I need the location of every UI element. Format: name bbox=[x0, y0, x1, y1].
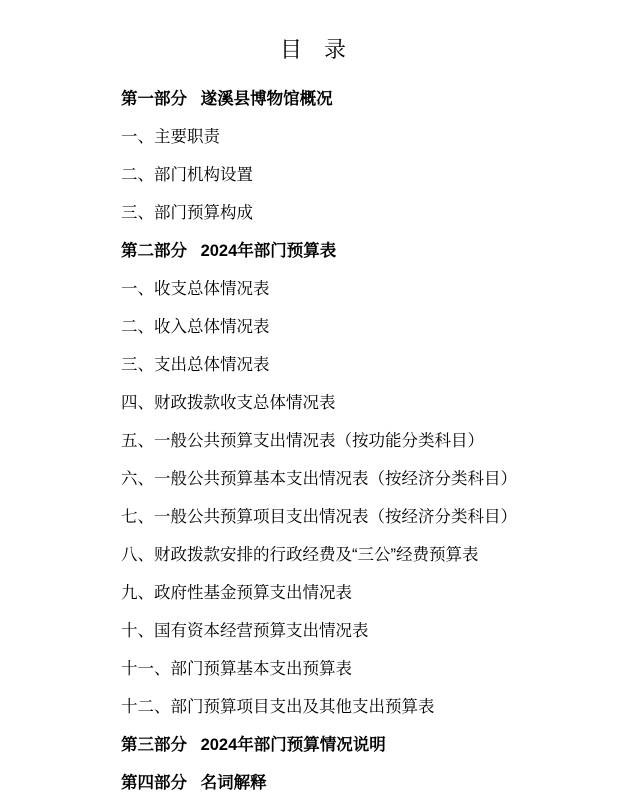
toc-item: 一、主要职责 bbox=[121, 128, 220, 146]
toc-item: 十一、部门预算基本支出预算表 bbox=[121, 660, 352, 678]
toc-item: 五、一般公共预算支出情况表（按功能分类科目） bbox=[121, 432, 484, 450]
toc-section-heading: 第二部分 2024年部门预算表 bbox=[121, 242, 337, 260]
toc-item: 九、政府性基金预算支出情况表 bbox=[121, 584, 352, 602]
toc-section-heading: 第一部分 遂溪县博物馆概况 bbox=[121, 90, 333, 108]
toc-item: 三、部门预算构成 bbox=[121, 204, 253, 222]
toc-item: 六、一般公共预算基本支出情况表（按经济分类科目） bbox=[121, 470, 517, 488]
toc-item: 一、收支总体情况表 bbox=[121, 280, 270, 298]
toc-item: 七、一般公共预算项目支出情况表（按经济分类科目） bbox=[121, 508, 517, 526]
toc-section-heading: 第四部分 名词解释 bbox=[121, 774, 267, 792]
toc-item: 八、财政拨款安排的行政经费及“三公”经费预算表 bbox=[121, 546, 479, 564]
page-title: 目 录 bbox=[279, 37, 348, 62]
toc-section-heading: 第三部分 2024年部门预算情况说明 bbox=[121, 736, 386, 754]
toc-item: 四、财政拨款收支总体情况表 bbox=[121, 394, 336, 412]
toc-item: 二、部门机构设置 bbox=[121, 166, 253, 184]
table-of-contents bbox=[0, 78, 627, 800]
toc-item: 二、收入总体情况表 bbox=[121, 318, 270, 336]
toc-item: 十二、部门预算项目支出及其他支出预算表 bbox=[121, 698, 435, 716]
toc-item: 三、支出总体情况表 bbox=[121, 356, 270, 374]
toc-item: 十、国有资本经营预算支出情况表 bbox=[121, 622, 369, 640]
